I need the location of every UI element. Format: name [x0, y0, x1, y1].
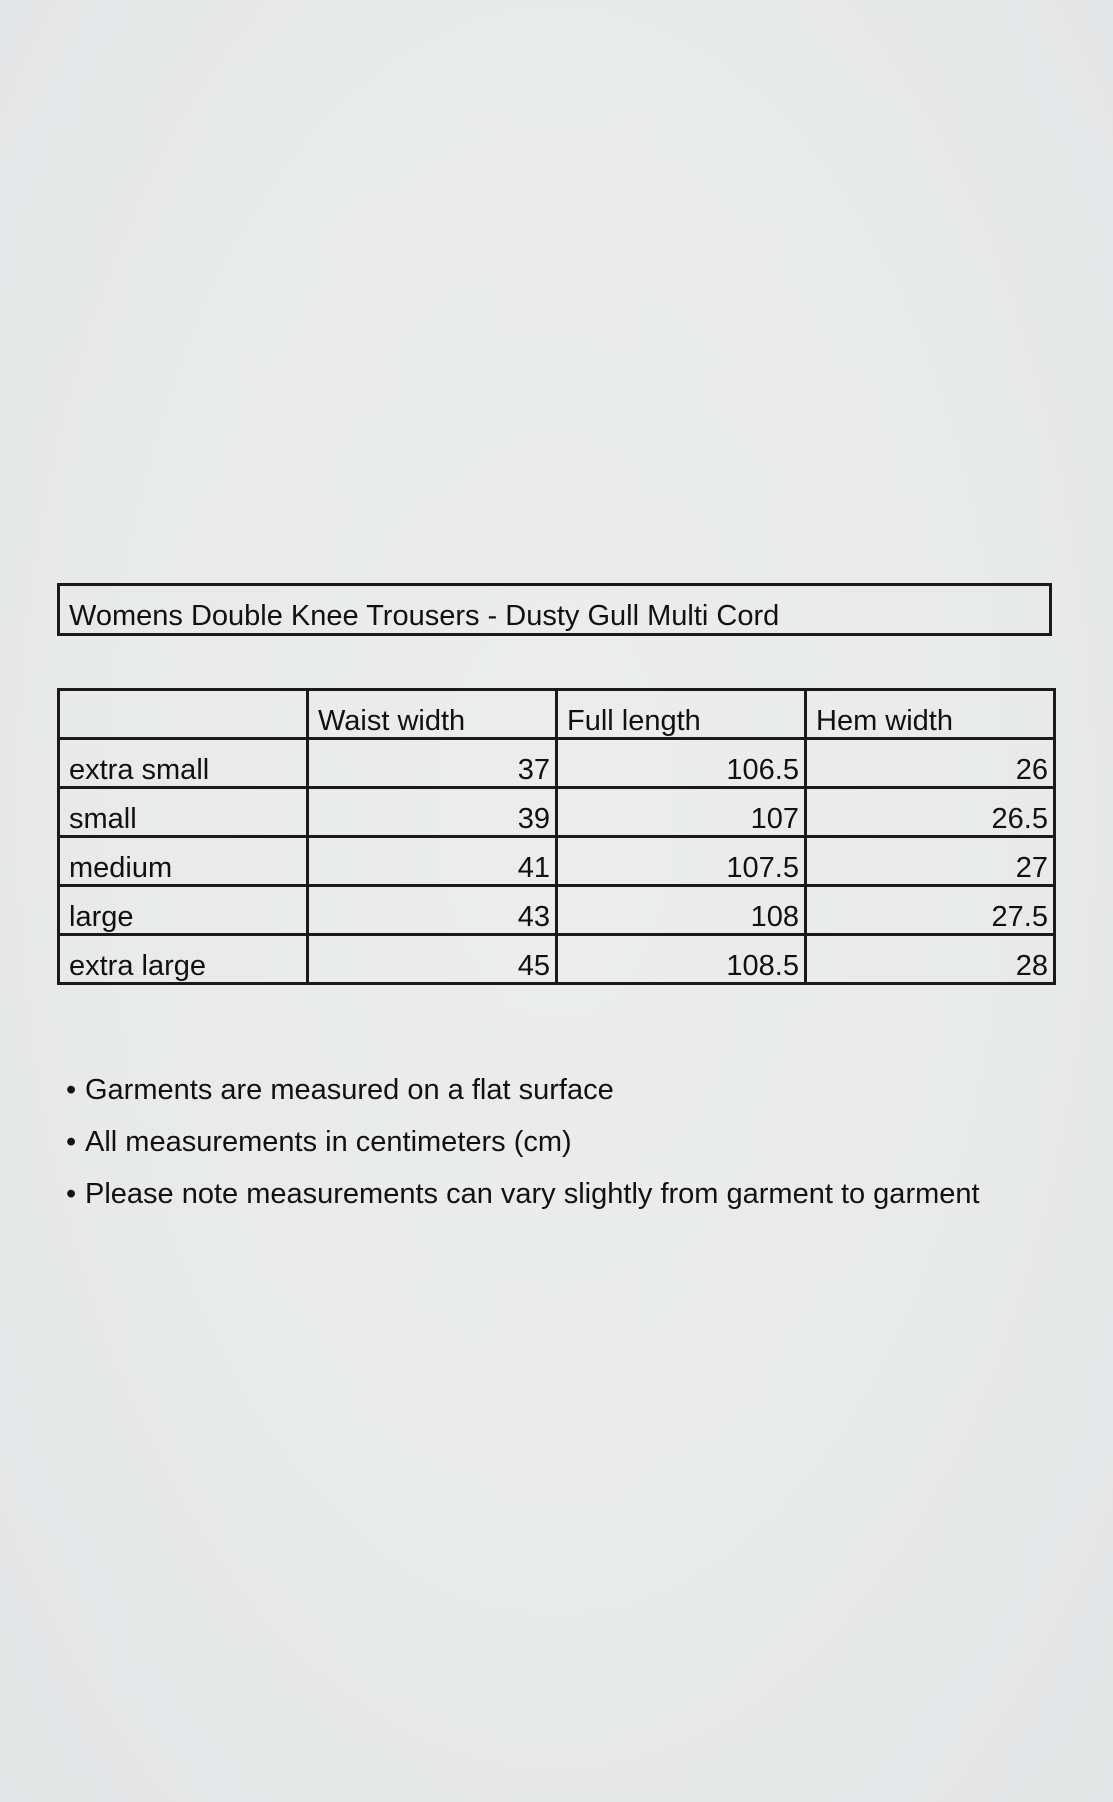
waist-value: 37: [308, 739, 557, 788]
hem-value: 28: [806, 935, 1055, 984]
length-value: 107.5: [557, 837, 806, 886]
list-item: [66, 1068, 980, 1120]
table-row: [59, 739, 1055, 788]
table-row: [59, 837, 1055, 886]
bullet-icon: •: [66, 1074, 77, 1106]
note-text: All measurements in centimeters (cm): [85, 1126, 572, 1158]
header-full-length: Full length: [557, 690, 806, 739]
length-value: 108: [557, 886, 806, 935]
size-chart-table: [57, 688, 1056, 985]
product-title-box: [57, 583, 1052, 636]
measurement-notes: [66, 1068, 980, 1224]
hem-value: 27: [806, 837, 1055, 886]
bullet-icon: •: [66, 1126, 77, 1158]
size-label: extra large: [59, 935, 308, 984]
list-item: [66, 1120, 980, 1172]
waist-value: 39: [308, 788, 557, 837]
size-label: small: [59, 788, 308, 837]
list-item: [66, 1172, 980, 1224]
header-size: [59, 690, 308, 739]
bullet-icon: •: [66, 1178, 77, 1210]
size-label: extra small: [59, 739, 308, 788]
length-value: 106.5: [557, 739, 806, 788]
hem-value: 26: [806, 739, 1055, 788]
table-row: [59, 788, 1055, 837]
note-text: Please note measurements can vary slightly from garment to garment: [85, 1178, 980, 1210]
hem-value: 26.5: [806, 788, 1055, 837]
size-label: medium: [59, 837, 308, 886]
table-row: [59, 935, 1055, 984]
length-value: 108.5: [557, 935, 806, 984]
product-title: Womens Double Knee Trousers - Dusty Gull Multi Cord: [69, 600, 780, 632]
header-hem-width: Hem width: [806, 690, 1055, 739]
note-text: Garments are measured on a flat surface: [85, 1074, 614, 1106]
header-waist-width: Waist width: [308, 690, 557, 739]
waist-value: 41: [308, 837, 557, 886]
length-value: 107: [557, 788, 806, 837]
size-label: large: [59, 886, 308, 935]
table-header-row: [59, 690, 1055, 739]
waist-value: 45: [308, 935, 557, 984]
hem-value: 27.5: [806, 886, 1055, 935]
waist-value: 43: [308, 886, 557, 935]
table-row: [59, 886, 1055, 935]
